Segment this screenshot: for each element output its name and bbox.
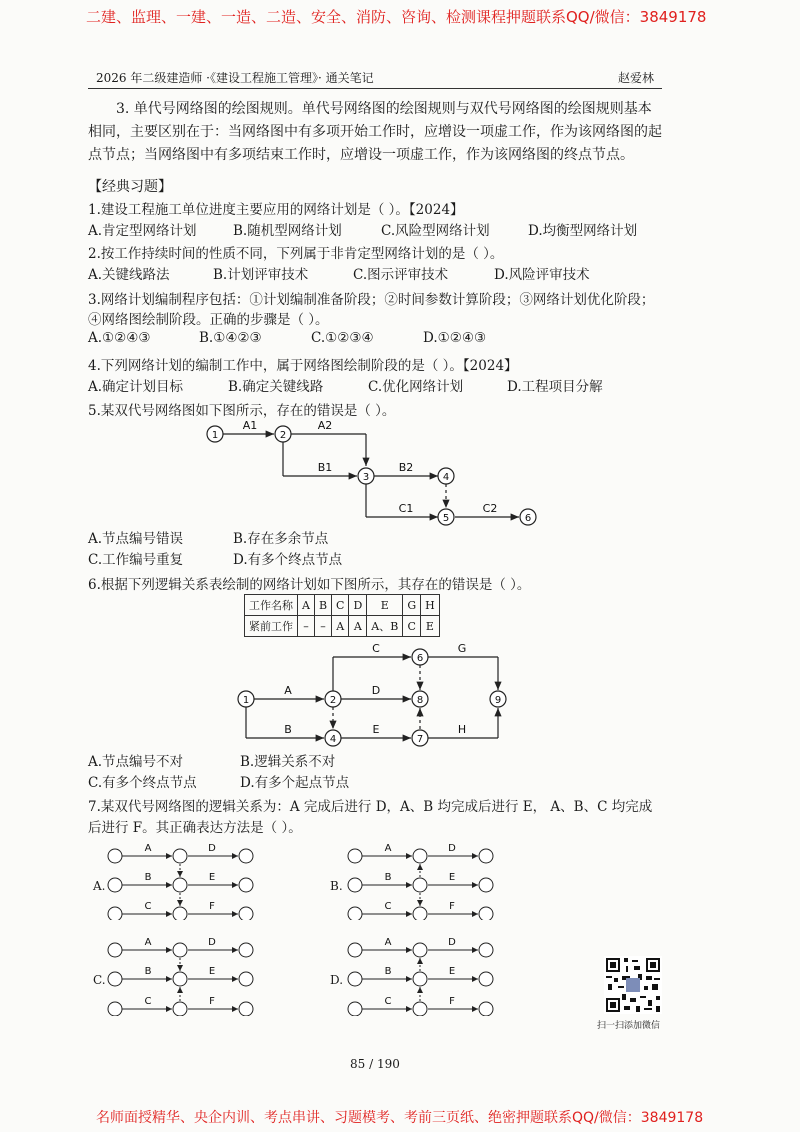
q6-arrow-label-d: D [371, 684, 381, 697]
q7-stem-line1: 7.某双代号网络图的逻辑关系为：A 完成后进行 D，A、B 均完成后进行 E， A、B、C 均完成 [88, 799, 653, 815]
table-cell: 紧前工作 [245, 616, 298, 637]
q1-option-a: A.肯定型网络计划 [88, 223, 197, 239]
qr-code-icon [604, 956, 662, 1014]
table-cell: E [367, 595, 403, 616]
q4-option-d: D.工程项目分解 [507, 379, 603, 395]
q5-arrow-label-b2: B2 [398, 461, 414, 474]
table-cell: – [314, 616, 331, 637]
q2-option-d: D.风险评审技术 [494, 267, 590, 283]
q6-node-9-label: 9 [494, 695, 502, 706]
q7b-label-b: B [384, 872, 392, 883]
table-cell: A [332, 616, 349, 637]
q5-option-c: C.工作编号重复 [88, 552, 184, 568]
q5-node-5-label: 5 [442, 513, 450, 524]
table-row [245, 616, 440, 637]
q3-stem-line1: 3.网络计划编制程序包括：①计划编制准备阶段；②时间参数计算阶段；③网络计划优化阶段； [88, 292, 655, 308]
q6-node-2-label: 2 [329, 695, 337, 706]
q2-option-c: C.图示评审技术 [353, 267, 449, 283]
page-number: 85 / 190 [350, 1057, 400, 1071]
q1-stem: 1.建设工程施工单位进度主要应用的网络计划是（ ）。【2024】 [88, 202, 464, 218]
q6-arrow-label-c: C [372, 643, 380, 655]
q6-arrow-label-g: G [457, 643, 467, 655]
q4-option-b: B.确定关键线路 [228, 379, 324, 395]
header-author: 赵爱林 [618, 71, 655, 85]
q7a-label-f: F [209, 901, 215, 912]
q7b-label-e: E [448, 872, 456, 883]
table-cell: A、B [367, 616, 403, 637]
q6-option-b: B.逻辑关系不对 [240, 754, 336, 770]
q5-node-6-label: 6 [524, 513, 532, 524]
q7a-label-b: B [144, 872, 152, 883]
q7-diagram-a [104, 840, 264, 920]
q7b-label-d: D [448, 843, 456, 854]
table-cell: C [403, 616, 421, 637]
q7a-label-e: E [208, 872, 216, 883]
q3-option-c: C.①②③④ [311, 330, 374, 346]
q6-node-6-label: 6 [416, 653, 424, 664]
top-banner: 二建、监理、一建、一造、二造、安全、消防、咨询、检测课程押题联系QQ/微信：3849178 [86, 8, 707, 26]
header-title: 2026 年二级建造师 ·《建设工程施工管理》· 通关笔记 [96, 71, 374, 85]
q7d-label-c: C [384, 996, 392, 1007]
table-cell: A [349, 616, 367, 637]
q6-arrow-label-e: E [372, 723, 380, 736]
q7b-label-f: F [449, 901, 455, 912]
qr-caption: 扫一扫添加微信 [597, 1021, 661, 1031]
q6-node-8-label: 8 [416, 695, 424, 706]
q5-option-d: D.有多个终点节点 [233, 552, 343, 568]
q7-variant-a-label: A. [93, 879, 106, 893]
q4-stem: 4.下列网络计划的编制工作中，属于网络图绘制阶段的是（ ）。【2024】 [88, 358, 518, 374]
q5-network-diagram [200, 415, 550, 530]
q3-option-b: B.①④②③ [199, 330, 262, 346]
q7-variant-c-label: C. [93, 973, 106, 987]
q7c-label-a: A [144, 937, 152, 948]
header-rule [88, 88, 662, 89]
q6-node-4-label: 4 [329, 734, 337, 745]
q7c-label-d: D [208, 937, 216, 948]
q5-node-4-label: 4 [442, 472, 450, 483]
q7a-label-a: A [144, 843, 152, 854]
q7-diagram-c [104, 934, 264, 1016]
q7-variant-b-label: B. [330, 879, 343, 893]
q6-arrow-label-b: B [284, 723, 292, 736]
q7c-label-e: E [208, 966, 216, 977]
table-cell: A [298, 595, 315, 616]
q6-option-d: D.有多个起点节点 [240, 775, 350, 791]
table-row [245, 595, 440, 616]
q4-option-a: A.确定计划目标 [88, 379, 184, 395]
q7b-label-a: A [384, 843, 392, 854]
q2-option-a: A.关键线路法 [88, 267, 170, 283]
intro-paragraph: 3. 单代号网络图的绘图规则。单代号网络图的绘图规则与双代号网络图的绘图规则基本相同，主要区别在于：当网络图中有多项开始工作时，应增设一项虚工作，作为该网络图的起点节点；当网络图中有多项结束工作时，应增设一项虚工作，作为该网络图的终点节点。 [88, 101, 662, 163]
q5-arrow-label-a2: A2 [317, 419, 333, 432]
table-cell: E [421, 616, 440, 637]
table-cell: B [314, 595, 331, 616]
table-cell: 工作名称 [245, 595, 298, 616]
q5-arrow-label-a1: A1 [242, 419, 258, 432]
q6-arrow-label-h: H [457, 723, 467, 736]
q6-node-1-label: 1 [242, 695, 250, 706]
bottom-banner: 名师面授精华、央企内训、考点串讲、习题模考、考前三页纸、绝密押题联系QQ/微信：3849178 [96, 1110, 704, 1126]
q5-node-3-label: 3 [362, 472, 370, 483]
q1-option-c: C.风险型网络计划 [381, 223, 490, 239]
q3-option-d: D.①②④③ [423, 330, 487, 346]
q6-network-diagram [230, 643, 520, 753]
q5-arrow-label-c1: C1 [398, 502, 414, 515]
table-cell: D [349, 595, 367, 616]
q4-option-c: C.优化网络计划 [368, 379, 464, 395]
q6-arrow-label-a: A [284, 684, 292, 697]
q1-option-b: B.随机型网络计划 [233, 223, 342, 239]
table-cell: C [332, 595, 349, 616]
q7-diagram-b [344, 840, 504, 920]
q6-option-c: C.有多个终点节点 [88, 775, 197, 791]
q7b-label-c: C [384, 901, 392, 912]
section-title: 【经典习题】 [88, 179, 172, 195]
q6-stem: 6.根据下列逻辑关系表绘制的网络计划如下图所示，其存在的错误是（ ）。 [88, 577, 531, 593]
q5-arrow-label-b1: B1 [317, 461, 333, 474]
q5-node-1-label: 1 [211, 430, 219, 441]
q7c-label-f: F [209, 996, 215, 1007]
q5-option-a: A.节点编号错误 [88, 531, 184, 547]
q7d-label-a: A [384, 937, 392, 948]
q6-option-a: A.节点编号不对 [88, 754, 184, 770]
q7-variant-d-label: D. [330, 973, 344, 987]
q7a-label-c: C [144, 901, 152, 912]
q5-arrow-label-c2: C2 [482, 502, 498, 515]
q7d-label-d: D [448, 937, 456, 948]
q5-option-b: B.存在多余节点 [233, 531, 329, 547]
q7d-label-f: F [449, 996, 455, 1007]
q7-stem-line2: 后进行 F。其正确表达方法是（ ）。 [88, 820, 302, 836]
q7-diagram-d [344, 934, 504, 1016]
q7c-label-b: B [144, 966, 152, 977]
q6-node-7-label: 7 [416, 734, 424, 745]
table-cell: – [298, 616, 315, 637]
q7d-label-e: E [448, 966, 456, 977]
q5-node-2-label: 2 [279, 430, 287, 441]
q7c-label-c: C [144, 996, 152, 1007]
q7a-label-d: D [208, 843, 216, 854]
q6-logic-table [244, 594, 440, 637]
q7d-label-b: B [384, 966, 392, 977]
q2-option-b: B.计划评审技术 [213, 267, 309, 283]
q1-option-d: D.均衡型网络计划 [528, 223, 638, 239]
table-cell: G [403, 595, 421, 616]
table-cell: H [421, 595, 440, 616]
q3-stem-line2: ④网络图绘制阶段。正确的步骤是（ ）。 [88, 312, 329, 328]
q2-stem: 2.按工作持续时间的性质不同，下列属于非肯定型网络计划的是（ ）。 [88, 246, 504, 262]
q3-option-a: A.①②④③ [88, 330, 151, 346]
q5-stem: 5.某双代号网络图如下图所示，存在的错误是（ ）。 [88, 403, 396, 419]
